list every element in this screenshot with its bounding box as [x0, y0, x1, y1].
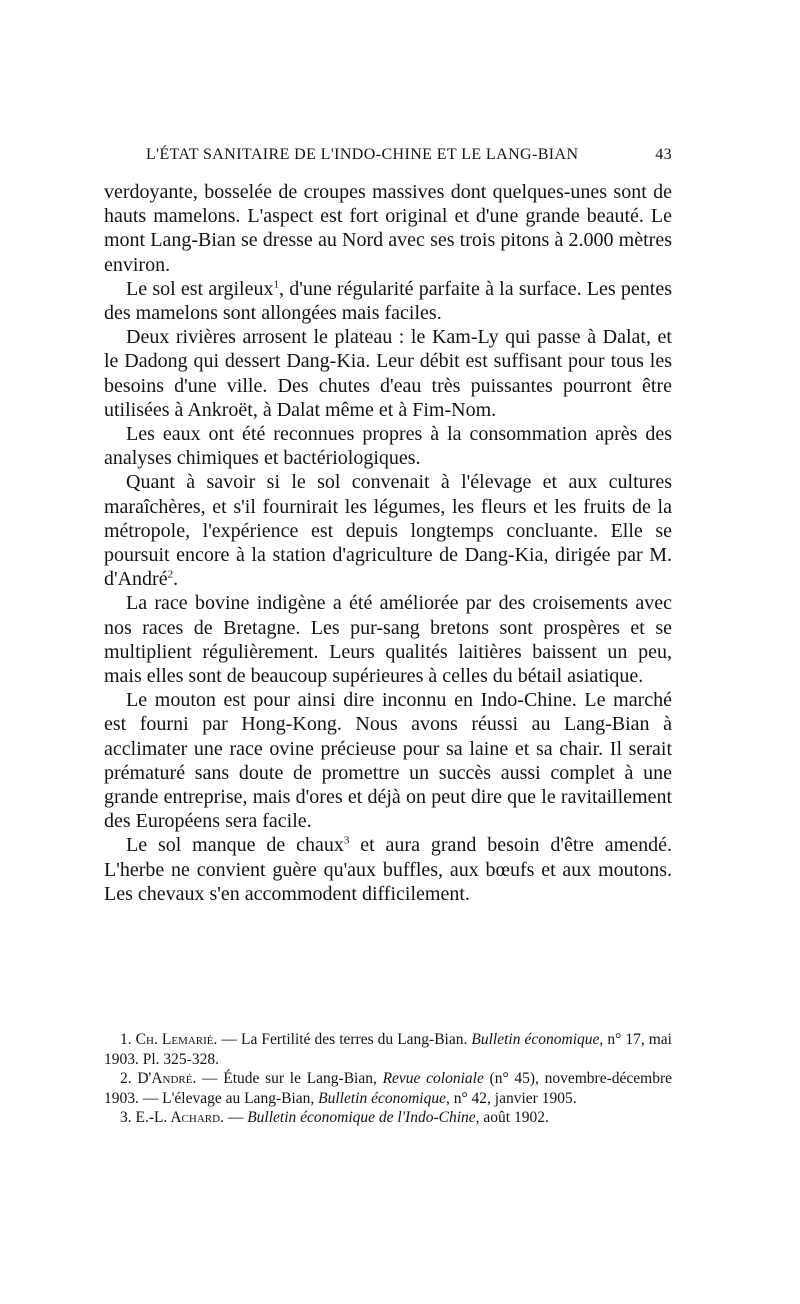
footnote-3: 3. E.-L. Achard. — Bulletin économique de l'Indo-Chine, août 1902. — [120, 1109, 549, 1126]
paragraph: Le mouton est pour ainsi dire inconnu en Indo-Chine. Le marché est fourni par Hong-Kong. Nous avons réussi au Lang-Bian à acclimater une race ovine précieuse pour sa laine et sa chair. Il serait prématuré sans doute de promettre un succès aussi complet à une grande entreprise, mais d'ores et déjà on peut dire que le ravitaillement des Européens sera facile. — [104, 689, 672, 833]
footnote-1: 1. Ch. Lemarié. — La Fertilité des terres du Lang-Bian. Bulletin économique, n° 17, mai 1903. Pl. 325-328. — [104, 1031, 672, 1068]
paragraph: Le sol manque de chaux$^3$ et aura grand besoin d'être amendé. L'herbe ne convient guère qu'aux buffles, aux bœufs et aux moutons. Les chevaux s'en accommodent difficilement. — [104, 834, 672, 905]
footnotes — [104, 1030, 672, 1128]
footnote-2: 2. D'André. — Étude sur le Lang-Bian, Revue coloniale (n° 45), novembre-décembre 1903. — L'élevage au Lang-Bian, Bulletin économique, n° 42, janvier 1905. — [104, 1070, 672, 1107]
running-header — [146, 146, 672, 168]
body-text — [104, 180, 672, 906]
page-number: 43 — [655, 146, 672, 163]
paragraph: Le sol est argileux$^1$, d'une régularité parfaite à la surface. Les pentes des mamelons sont allongées mais faciles. — [104, 277, 672, 325]
footnote-ref-2: 2 — [167, 568, 174, 581]
paragraph: Deux rivières arrosent le plateau : le Kam-Ly qui passe à Dalat, et le Dadong qui dessert Dang-Kia. Leur débit est suffisant pour tous les besoins d'une ville. Des chutes d'eau très puissantes pourront être utilisées à Ankroët, à Dalat même et à Fim-Nom. — [104, 326, 672, 421]
paragraph: verdoyante, bosselée de croupes massives dont quelques-unes sont de hauts mamelons. L'aspect est fort original et d'une grande beauté. Le mont Lang-Bian se dresse au Nord avec ses trois pitons à 2.000 mètres environ. — [104, 181, 672, 276]
footnote-ref-1: 1 — [273, 278, 279, 291]
footnote-ref-3: 3 — [343, 834, 350, 847]
running-title: L'ÉTAT SANITAIRE DE L'INDO-CHINE ET LE LANG-BIAN — [146, 146, 579, 163]
paragraph: Quant à savoir si le sol convenait à l'élevage et aux cultures maraîchères, et s'il fournirait les légumes, les fleurs et les fruits de la métropole, l'expérience est depuis longtemps concluante. Elle se poursuit encore à la station d'agriculture de Dang-Kia, dirigée par M. d'André$^2$. — [104, 471, 672, 591]
paragraph: La race bovine indigène a été améliorée par des croisements avec nos races de Bretagne. Les pur-sang bretons sont prospères et se multiplient régulièrement. Leurs qualités laitières baissent un peu, mais elles sont de beaucoup supérieures à celles du bétail asiatique. — [104, 592, 672, 688]
paragraph: Les eaux ont été reconnues propres à la consommation après des analyses chimiques et bactériologiques. — [104, 423, 672, 470]
